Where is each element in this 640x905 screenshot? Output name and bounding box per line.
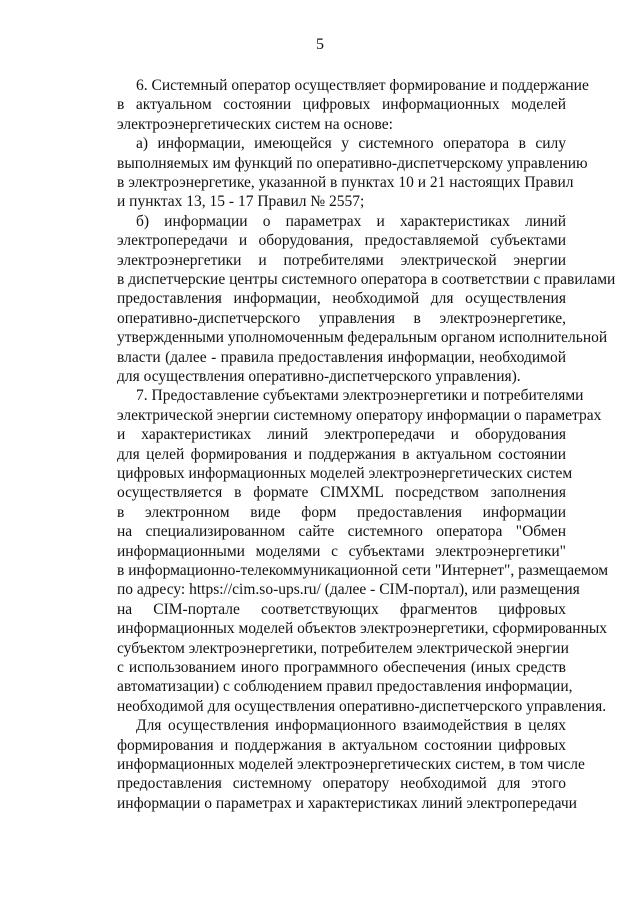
paragraph-4-line: цифровых информационных моделей электроэнергетических систем bbox=[117, 465, 573, 482]
paragraph-1-line: в актуальном состоянии цифровых информационных моделей bbox=[117, 96, 566, 114]
paragraph-4-line: осуществляется в формате CIMXML посредством заполнения bbox=[117, 484, 566, 502]
paragraph-4-line: 7. Предоставление субъектами электроэнергетики и потребителями bbox=[136, 387, 584, 405]
paragraph-3-line: в диспетчерские центры системного оператора в соответствии с правилами bbox=[117, 271, 616, 288]
paragraph-3-line: для осуществления оперативно-диспетчерского управления). bbox=[117, 368, 521, 385]
paragraph-5-line: формирования и поддержания в актуальном состоянии цифровых bbox=[117, 736, 566, 754]
paragraph-3-line: б) информации о параметрах и характеристиках линий bbox=[136, 212, 566, 230]
paragraph-2-line: а) информации, имеющейся у системного оператора в силу bbox=[136, 135, 566, 153]
paragraph-1-line: электроэнергетических систем на основе: bbox=[117, 115, 393, 133]
paragraph-3-line: оперативно-диспетчерского управления в электроэнергетике, bbox=[117, 309, 566, 327]
paragraph-3-line: электропередачи и оборудования, предоставляемой субъектами bbox=[117, 232, 566, 250]
paragraph-4-line: электрической энергии системному оператору информации о параметрах bbox=[117, 406, 602, 424]
paragraph-5-line: предоставления системному оператору необходимой для этого bbox=[117, 775, 566, 793]
paragraph-4-line: в информационно-телекоммуникационной сети "Интернет", размещаемом bbox=[117, 562, 609, 579]
paragraph-4-line: информационных моделей объектов электроэнергетики, сформированных bbox=[117, 620, 608, 638]
paragraph-3-line: утвержденными уполномоченным федеральным органом исполнительной bbox=[117, 329, 608, 347]
paragraph-4-line: на специализированном сайте системного оператора "Обмен bbox=[117, 523, 566, 541]
paragraph-4-line: необходимой для осуществления оперативно-диспетчерского управления. bbox=[117, 697, 607, 715]
paragraph-5-line: информационных моделей электроэнергетических систем, в том числе bbox=[117, 756, 585, 773]
paragraph-5-line: информации о параметрах и характеристиках линий электропередачи bbox=[117, 794, 577, 812]
paragraph-4-line: информационными моделями с субъектами электроэнергетики" bbox=[117, 542, 566, 560]
paragraph-4-line: и характеристиках линий электропередачи и оборудования bbox=[117, 426, 566, 444]
paragraph-4-line: в электронном виде форм предоставления информации bbox=[117, 503, 566, 521]
paragraph-5-line: Для осуществления информационного взаимодействия в целях bbox=[136, 717, 566, 735]
paragraph-3-line: предоставления информации, необходимой для осуществления bbox=[117, 290, 566, 308]
paragraph-3-line: электроэнергетики и потребителями электрической энергии bbox=[117, 251, 566, 269]
paragraph-3-line: власти (далее - правила предоставления информации, необходимой bbox=[117, 348, 566, 366]
paragraph-4-line: автоматизации) с соблюдением правил предоставления информации, bbox=[117, 678, 573, 696]
paragraph-4-line: по адресу: https://cim.so-ups.ru/ (далее - CIM-портал), или размещения bbox=[117, 581, 580, 599]
paragraph-4-line: с использованием иного программного обеспечения (иных средств bbox=[117, 659, 566, 676]
paragraph-2-line: и пунктах 13, 15 - 17 Правил № 2557; bbox=[117, 193, 365, 211]
paragraph-4-line: на CIM-портале соответствующих фрагментов цифровых bbox=[117, 600, 566, 618]
paragraph-4-line: для целей формирования и поддержания в актуальном состоянии bbox=[117, 445, 566, 463]
paragraph-2-line: выполняемых им функций по оперативно-диспетчерскому управлению bbox=[117, 154, 588, 172]
paragraph-4-line: субъектом электроэнергетики, потребителем электрической энергии bbox=[117, 639, 569, 657]
paragraph-1-line: 6. Системный оператор осуществляет формирование и поддержание bbox=[136, 77, 589, 94]
page-number: 5 bbox=[316, 36, 324, 53]
paragraph-2-line: в электроэнергетике, указанной в пунктах 10 и 21 настоящих Правил bbox=[117, 174, 574, 191]
